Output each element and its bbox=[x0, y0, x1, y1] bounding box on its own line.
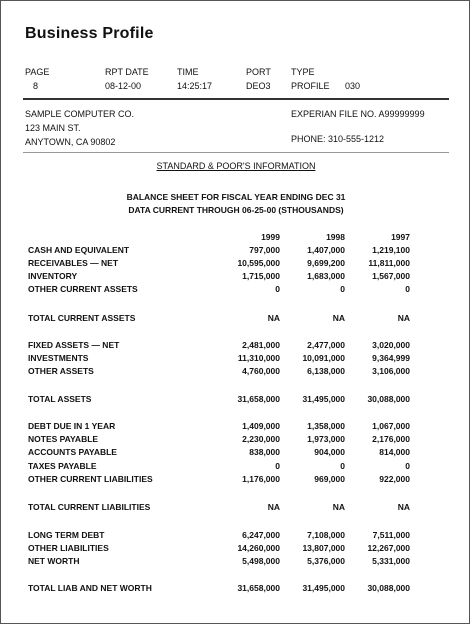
row-label: TOTAL LIAB AND NET WORTH bbox=[28, 583, 152, 593]
port-value: DEO3 bbox=[246, 81, 271, 91]
table-row-total bbox=[1, 313, 471, 325]
row-value-1997: 0 bbox=[405, 461, 410, 471]
type-label: TYPE bbox=[291, 67, 315, 77]
row-value-1998: 0 bbox=[340, 284, 345, 294]
year-header: 1999 bbox=[261, 232, 280, 242]
company-street: 123 MAIN ST. bbox=[25, 123, 81, 133]
row-value-1998: 1,407,000 bbox=[307, 245, 345, 255]
company-city: ANYTOWN, CA 90802 bbox=[25, 137, 116, 147]
row-label: NET WORTH bbox=[28, 556, 80, 566]
type-value: PROFILE bbox=[291, 81, 330, 91]
row-value-1997: 2,176,000 bbox=[372, 434, 410, 444]
page-title: Business Profile bbox=[25, 25, 154, 42]
row-value-1998: 2,477,000 bbox=[307, 340, 345, 350]
row-label: OTHER CURRENT ASSETS bbox=[28, 284, 138, 294]
row-label: DEBT DUE IN 1 YEAR bbox=[28, 421, 116, 431]
row-value-1997: 9,364,999 bbox=[372, 353, 410, 363]
table-row bbox=[1, 421, 471, 433]
page-value: 8 bbox=[33, 81, 39, 91]
row-value-1999: 838,000 bbox=[249, 447, 280, 457]
row-value-1999: NA bbox=[267, 313, 280, 323]
row-value-1999: 1,409,000 bbox=[242, 421, 280, 431]
row-value-1997: 7,511,000 bbox=[372, 530, 410, 540]
row-value-1998: 31,495,000 bbox=[302, 394, 345, 404]
row-label: NOTES PAYABLE bbox=[28, 434, 99, 444]
row-value-1998: 1,358,000 bbox=[307, 421, 345, 431]
table-row-total bbox=[1, 394, 471, 406]
row-value-1997: 3,106,000 bbox=[372, 366, 410, 376]
row-value-1998: 6,138,000 bbox=[307, 366, 345, 376]
table-row bbox=[1, 447, 471, 459]
rpt-date-label: RPT DATE bbox=[105, 67, 149, 77]
row-value-1997: 5,331,000 bbox=[372, 556, 410, 566]
year-header: 1998 bbox=[326, 232, 345, 242]
row-value-1999: 2,230,000 bbox=[242, 434, 280, 444]
table-row bbox=[1, 366, 471, 378]
row-value-1997: 814,000 bbox=[379, 447, 410, 457]
row-value-1997: NA bbox=[397, 502, 410, 512]
row-value-1997: NA bbox=[397, 313, 410, 323]
row-value-1998: 9,699,200 bbox=[307, 258, 345, 268]
row-value-1997: 0 bbox=[405, 284, 410, 294]
row-label: TOTAL CURRENT ASSETS bbox=[28, 313, 136, 323]
rpt-date-value: 08-12-00 bbox=[105, 81, 142, 91]
section-title bbox=[1, 161, 471, 171]
year-header: 1997 bbox=[391, 232, 410, 242]
row-value-1999: NA bbox=[267, 502, 280, 512]
row-value-1998: 1,973,000 bbox=[307, 434, 345, 444]
row-value-1997: 30,088,000 bbox=[367, 583, 410, 593]
row-value-1999: 0 bbox=[275, 284, 280, 294]
row-value-1998: 7,108,000 bbox=[307, 530, 345, 540]
row-value-1999: 2,481,000 bbox=[242, 340, 280, 350]
row-label: CASH AND EQUIVALENT bbox=[28, 245, 130, 255]
row-label: OTHER ASSETS bbox=[28, 366, 94, 376]
row-value-1999: 11,310,000 bbox=[237, 353, 280, 363]
table-row bbox=[1, 353, 471, 365]
row-label: TOTAL CURRENT LIABILITIES bbox=[28, 502, 151, 512]
table-row bbox=[1, 543, 471, 555]
table-row bbox=[1, 530, 471, 542]
row-value-1999: 6,247,000 bbox=[242, 530, 280, 540]
row-label: OTHER LIABILITIES bbox=[28, 543, 109, 553]
table-row bbox=[1, 258, 471, 270]
company-phone: PHONE: 310-555-1212 bbox=[291, 134, 385, 144]
row-value-1998: NA bbox=[332, 502, 345, 512]
row-value-1997: 30,088,000 bbox=[367, 394, 410, 404]
row-label: RECEIVABLES — NET bbox=[28, 258, 119, 268]
row-value-1999: 14,260,000 bbox=[237, 543, 280, 553]
row-value-1999: 5,498,000 bbox=[242, 556, 280, 566]
table-row bbox=[1, 461, 471, 473]
balance-sheet-subtitle: DATA CURRENT THROUGH 06-25-00 (STHOUSANDS) bbox=[128, 205, 344, 215]
table-row bbox=[1, 245, 471, 257]
row-label: FIXED ASSETS — NET bbox=[28, 340, 120, 350]
table-row bbox=[1, 556, 471, 568]
row-value-1999: 31,658,000 bbox=[237, 583, 280, 593]
table-row bbox=[1, 284, 471, 296]
row-value-1997: 922,000 bbox=[379, 474, 410, 484]
row-value-1999: 4,760,000 bbox=[242, 366, 280, 376]
row-value-1997: 1,067,000 bbox=[372, 421, 410, 431]
row-value-1998: 969,000 bbox=[314, 474, 345, 484]
company-name: SAMPLE COMPUTER CO. bbox=[25, 109, 135, 119]
time-label: TIME bbox=[177, 67, 199, 77]
section-title-text: STANDARD & POOR'S INFORMATION bbox=[156, 161, 316, 171]
table-row bbox=[1, 340, 471, 352]
row-value-1999: 1,715,000 bbox=[242, 271, 280, 281]
row-value-1998: 31,495,000 bbox=[302, 583, 345, 593]
row-value-1997: 1,219,100 bbox=[372, 245, 410, 255]
port-label: PORT bbox=[246, 67, 271, 77]
row-label: LONG TERM DEBT bbox=[28, 530, 105, 540]
row-label: ACCOUNTS PAYABLE bbox=[28, 447, 117, 457]
experian-file-number: EXPERIAN FILE NO. A99999999 bbox=[291, 109, 425, 119]
row-value-1998: 1,683,000 bbox=[307, 271, 345, 281]
row-value-1998: 904,000 bbox=[314, 447, 345, 457]
row-label: TAXES PAYABLE bbox=[28, 461, 97, 471]
row-label: INVESTMENTS bbox=[28, 353, 89, 363]
row-value-1998: 5,376,000 bbox=[307, 556, 345, 566]
row-value-1999: 10,595,000 bbox=[237, 258, 280, 268]
row-value-1997: 3,020,000 bbox=[372, 340, 410, 350]
row-value-1998: 13,807,000 bbox=[302, 543, 345, 553]
row-value-1997: 12,267,000 bbox=[367, 543, 410, 553]
table-row-total bbox=[1, 502, 471, 514]
row-value-1999: 0 bbox=[275, 461, 280, 471]
row-value-1999: 1,176,000 bbox=[242, 474, 280, 484]
table-row bbox=[1, 271, 471, 283]
row-value-1997: 11,811,000 bbox=[368, 258, 410, 268]
row-label: OTHER CURRENT LIABILITIES bbox=[28, 474, 153, 484]
address-divider bbox=[23, 152, 449, 153]
type-code: 030 bbox=[345, 81, 361, 91]
row-value-1998: NA bbox=[332, 313, 345, 323]
row-value-1997: 1,567,000 bbox=[372, 271, 410, 281]
row-value-1999: 797,000 bbox=[249, 245, 280, 255]
table-row bbox=[1, 434, 471, 446]
row-value-1998: 0 bbox=[340, 461, 345, 471]
row-value-1998: 10,091,000 bbox=[302, 353, 345, 363]
balance-sheet-title: BALANCE SHEET FOR FISCAL YEAR ENDING DEC 31 bbox=[126, 192, 346, 202]
row-label: TOTAL ASSETS bbox=[28, 394, 92, 404]
header-divider bbox=[23, 98, 449, 100]
table-row-total bbox=[1, 583, 471, 595]
page-label: PAGE bbox=[25, 67, 50, 77]
time-value: 14:25:17 bbox=[177, 81, 213, 91]
row-label: INVENTORY bbox=[28, 271, 78, 281]
row-value-1999: 31,658,000 bbox=[237, 394, 280, 404]
table-row bbox=[1, 474, 471, 486]
